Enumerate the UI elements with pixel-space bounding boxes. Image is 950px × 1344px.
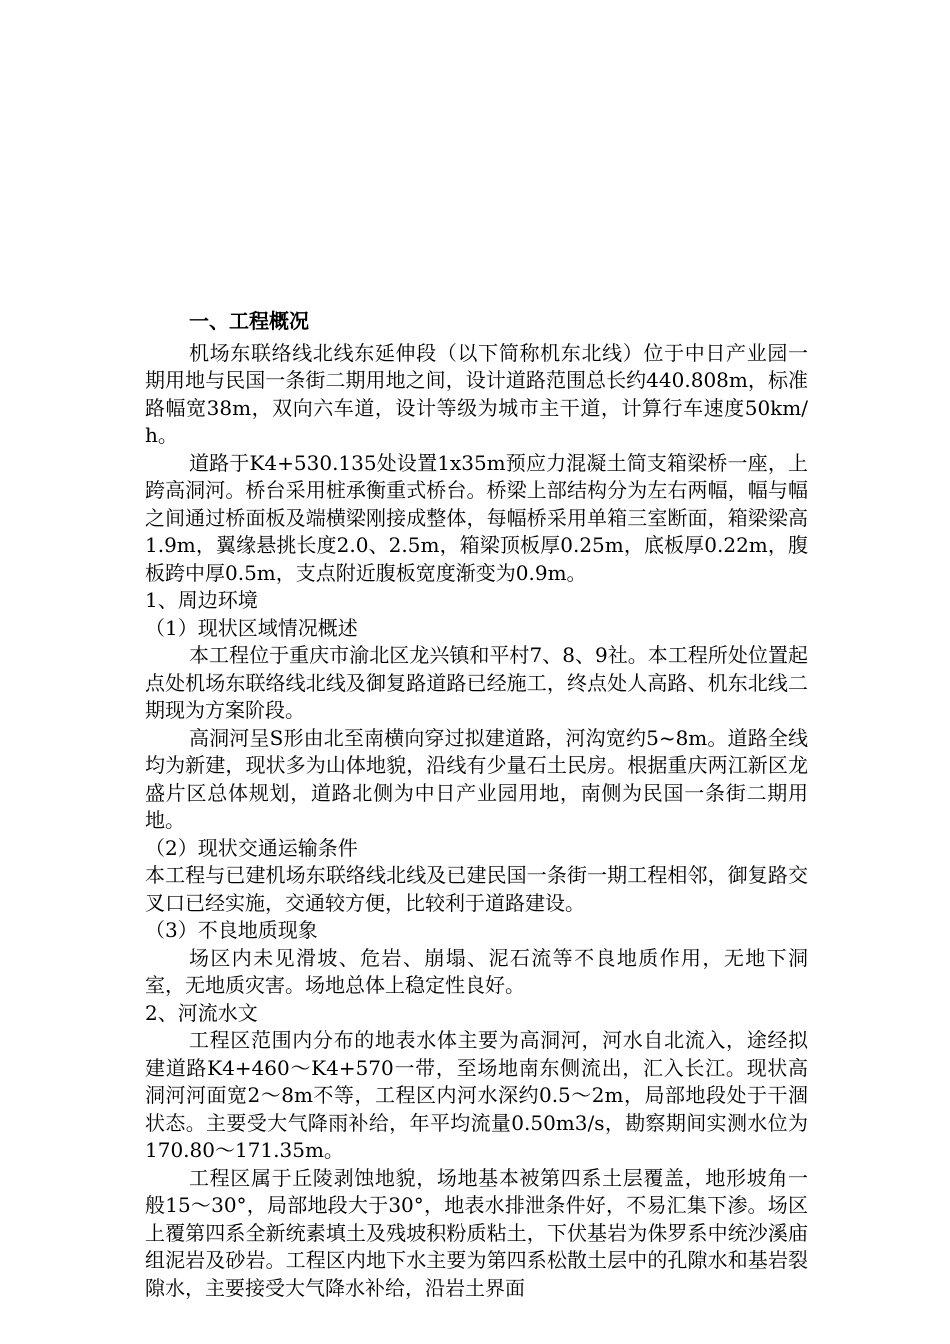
paragraph-location: 本工程位于重庆市渝北区龙兴镇和平村7、8、9社。本工程所处位置起点处机场东联络线北线及御复路道路已经施工，终点处人高路、机东北线二期现为方案阶段。 — [145, 643, 808, 722]
subheading-adverse-geology: （3）不良地质现象 — [145, 918, 318, 942]
subheading-surroundings: 1、周边环境 — [145, 588, 258, 612]
subheading-transport: （2）现状交通运输条件 — [145, 835, 358, 860]
subheading-current-area: （1）现状区域情况概述 — [145, 615, 358, 640]
paragraph-groundwater: 工程区属于丘陵剥蚀地貌，场地基本被第四系土层覆盖，地形坡角一般15～30°，局部地段大于30°，地表水排泄条件好，不易汇集下渗。场区上覆第四系全新统素填土及残坡积粉质粘土，下伏基岩为侏罗系中统沙溪庙组泥岩及砂岩。工程区内地下水主要为第四系松散土层中的孔隙水和基岩裂隙水，主要接受大气降水补给，沿岩土界面 — [145, 1165, 808, 1300]
paragraph-surface-water: 工程区范围内分布的地表水体主要为高洞河，河水自北流入，途经拟建道路K4+460～K4+570一带，至场地南东侧流出，汇入长江。现状高洞河河面宽2～8m不等，工程区内河水深约0.5～2m，局部地段处于干涸状态。主要受大气降雨补给，年平均流量0.50m3/s，勘察期间实测水位为170.80～171.35m。 — [145, 1028, 808, 1162]
document-body — [145, 308, 808, 1302]
paragraph-adverse-geology: 场区内未见滑坡、危岩、崩塌、泥石流等不良地质作用，无地下洞室，无地质灾害。场地总体上稳定性良好。 — [145, 945, 808, 997]
section-heading: 一、工程概况 — [189, 309, 309, 333]
paragraph-transport: 本工程与已建机场东联络线北线及已建民国一条街一期工程相邻，御复路交叉口已经实施，交通较方便，比较利于道路建设。 — [145, 863, 808, 915]
subheading-hydrology: 2、河流水文 — [145, 1000, 258, 1025]
paragraph-project-overview: 机场东联络线北线东延伸段（以下简称机东北线）位于中日产业园一期用地与民国一条街二期用地之间，设计道路范围总长约440.808m，标准路幅宽38m，双向六车道，设计等级为城市主干道，计算行车速度50km/h。 — [145, 340, 808, 447]
paragraph-bridge-structure: 道路于K4+530.135处设置1x35m预应力混凝土简支箱梁桥一座，上跨高洞河。桥台采用桩承衡重式桥台。桥梁上部结构分为左右两幅，幅与幅之间通过桥面板及端横梁刚接成整体，每幅桥采用单箱三室断面，箱梁梁高1.9m，翼缘悬挑长度2.0、2.5m，箱梁顶板厚0.25m，底板厚0.22m，腹板跨中厚0.5m，支点附近腹板宽度渐变为0.9m。 — [145, 450, 808, 585]
paragraph-river-crossing: 高洞河呈S形由北至南横向穿过拟建道路，河沟宽约5~8m。道路全线均为新建，现状多为山体地貌，沿线有少量石土民房。根据重庆两江新区龙盛片区总体规划，道路北侧为中日产业园用地，南侧为民国一条街二期用地。 — [145, 725, 808, 832]
